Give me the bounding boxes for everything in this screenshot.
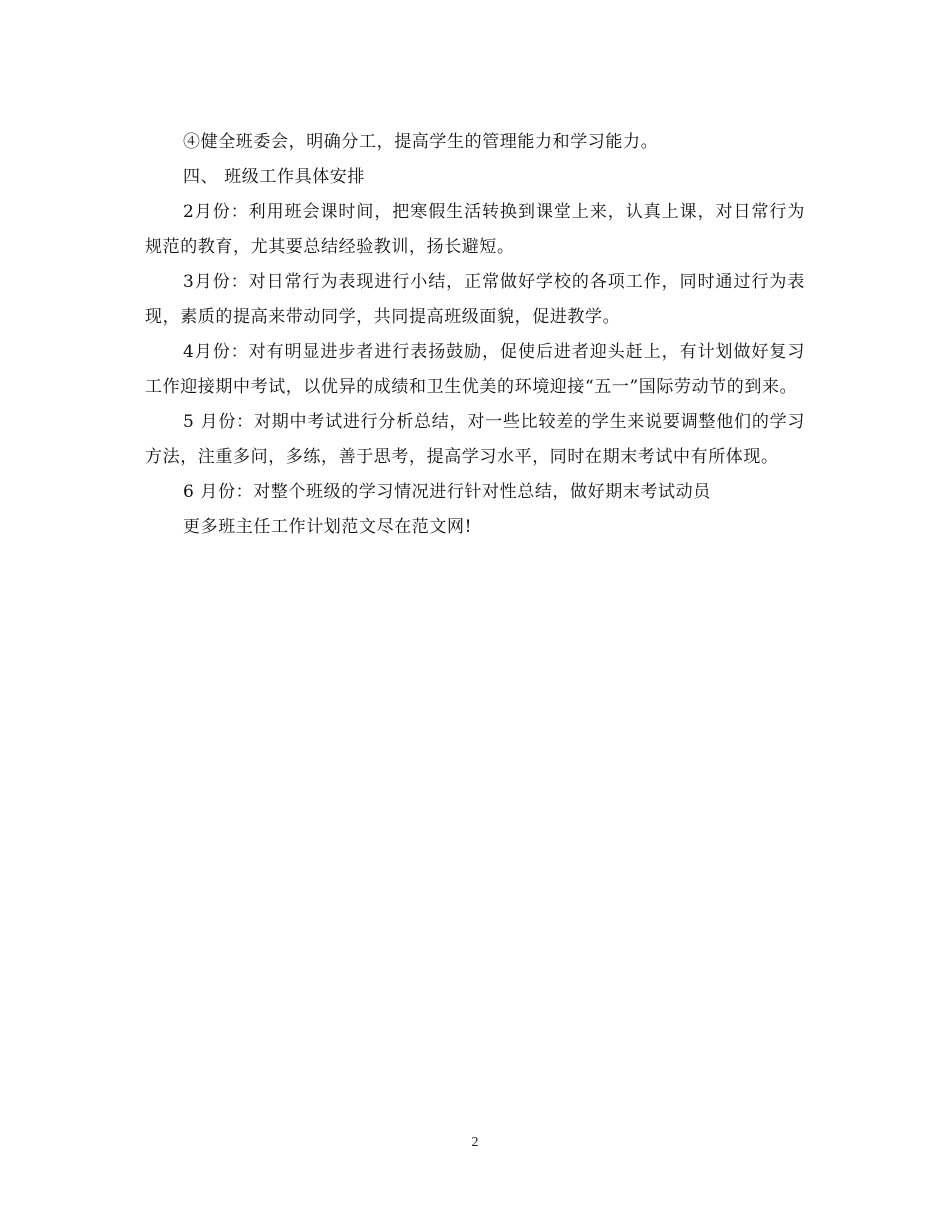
paragraph-february: 2月份：利用班会课时间，把寒假生活转换到课堂上来，认真上课，对日常行为规范的教育，尤其要总结经验教训，扬长避短。: [145, 202, 805, 257]
section-heading-schedule: 四、 班级工作具体安排: [183, 167, 366, 187]
paragraph-june: 6 月份：对整个班级的学习情况进行针对性总结，做好期末考试动员: [183, 482, 711, 502]
paragraph-march: 3月份：对日常行为表现进行小结，正常做好学校的各项工作，同时通过行为表现，素质的提高来带动同学，共同提高班级面貌，促进教学。: [145, 272, 805, 327]
page-number: 2: [471, 1135, 479, 1150]
paragraph-may: 5 月份：对期中考试进行分析总结，对一些比较差的学生来说要调整他们的学习方法，注重多问，多练，善于思考，提高学习水平，同时在期末考试中有所体现。: [145, 412, 805, 467]
paragraph-closing-note: 更多班主任工作计划范文尽在范文网!: [183, 517, 473, 537]
paragraph-april: 4月份：对有明显进步者进行表扬鼓励，促使后进者迎头赶上，有计划做好复习工作迎接期中考试，以优异的成绩和卫生优美的环境迎接“五一”国际劳动节的到来。: [145, 342, 805, 397]
paragraph-class-committee: ④健全班委会，明确分工，提高学生的管理能力和学习能力。: [183, 132, 659, 152]
document-body: [145, 125, 805, 545]
